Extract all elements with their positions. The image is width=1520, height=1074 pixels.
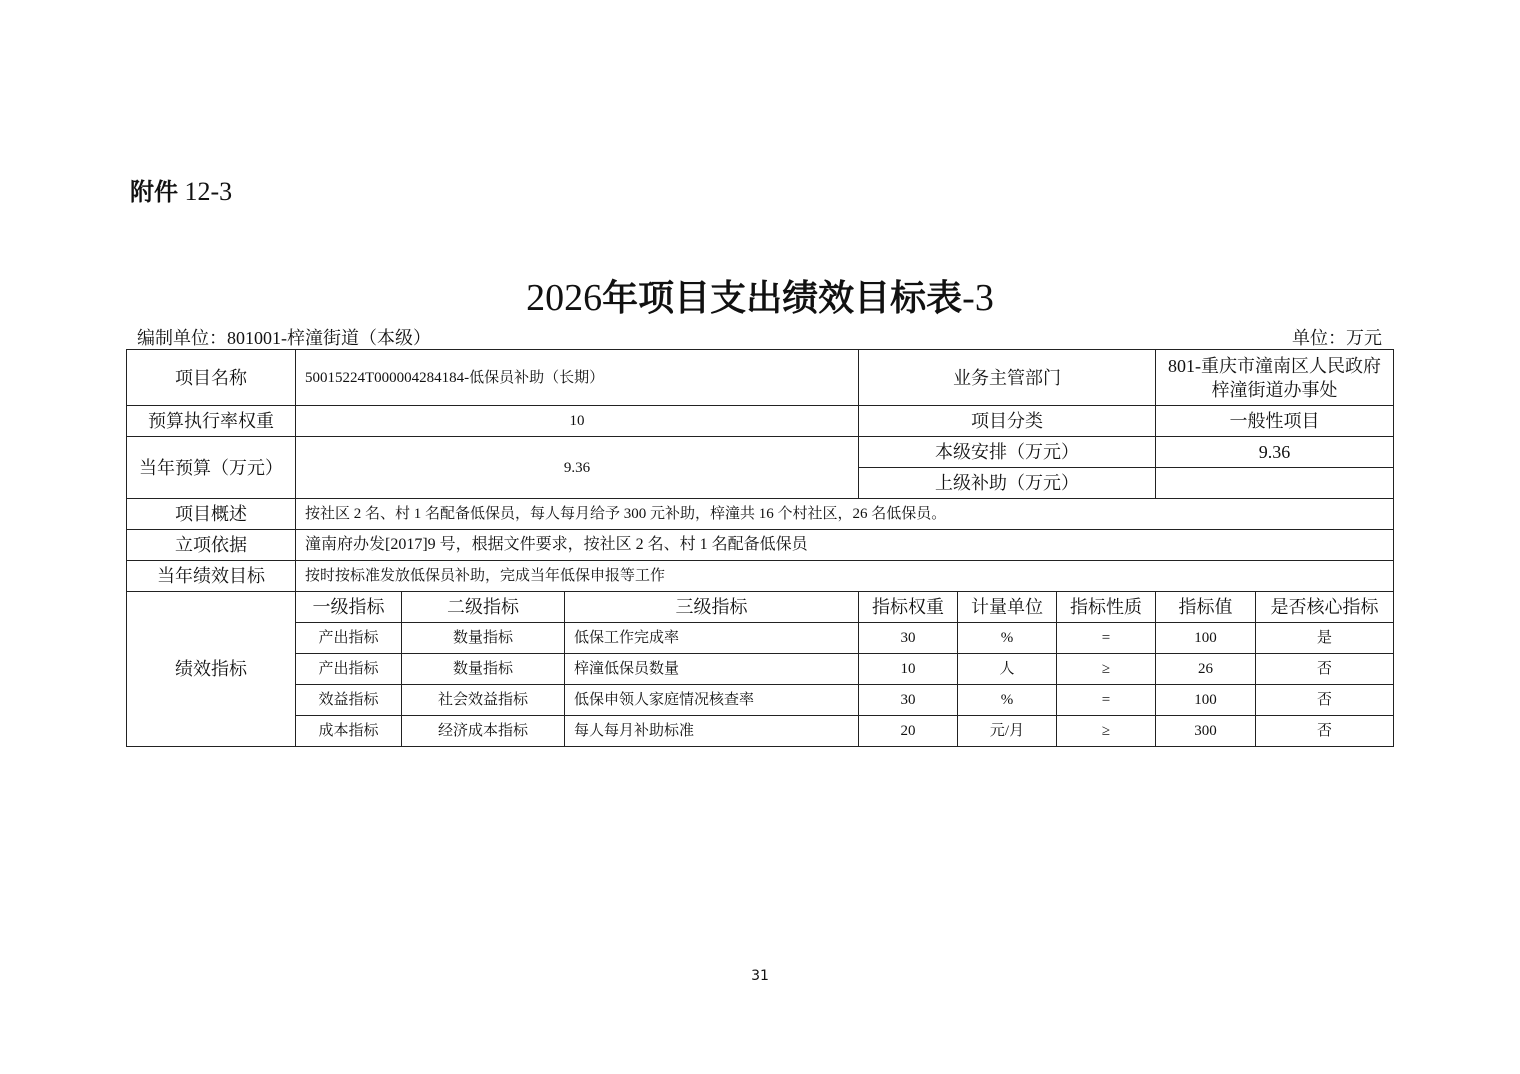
indicator-level3: 低保申领人家庭情况核查率 <box>565 685 859 716</box>
indicator-level2: 社会效益指标 <box>402 685 565 716</box>
dept-label: 业务主管部门 <box>859 350 1156 406</box>
indicator-core: 否 <box>1256 654 1394 685</box>
indicator-unit: 人 <box>958 654 1057 685</box>
page-number: 31 <box>751 968 769 984</box>
dept-value: 801-重庆市潼南区人民政府梓潼街道办事处 <box>1156 350 1394 406</box>
indicator-level3: 低保工作完成率 <box>565 623 859 654</box>
money-unit: 单位：万元 <box>1292 328 1382 348</box>
indicator-unit: 元/月 <box>958 716 1057 747</box>
indicator-value: 100 <box>1156 685 1256 716</box>
indicator-weight: 20 <box>859 716 958 747</box>
goal-label: 当年绩效目标 <box>127 561 296 592</box>
header-level1: 一级指标 <box>296 592 402 623</box>
project-name-value: 50015224T000004284184-低保员补助（长期） <box>296 350 859 406</box>
indicator-core: 否 <box>1256 685 1394 716</box>
budget-label: 当年预算（万元） <box>127 437 296 499</box>
indicator-level1: 产出指标 <box>296 654 402 685</box>
category-label: 项目分类 <box>859 406 1156 437</box>
indicator-unit: % <box>958 623 1057 654</box>
indicator-level3: 每人每月补助标准 <box>565 716 859 747</box>
title-text: 年项目支出绩效目标表 <box>602 278 963 319</box>
page-title <box>0 270 1520 321</box>
budget-value: 9.36 <box>296 437 859 499</box>
basis-value: 潼南府办发[2017]9 号，根据文件要求，按社区 2 名、村 1 名配备低保员 <box>296 530 1394 561</box>
indicator-weight: 10 <box>859 654 958 685</box>
local-funding-value: 9.36 <box>1156 437 1394 468</box>
header-value: 指标值 <box>1156 592 1256 623</box>
header-core: 是否核心指标 <box>1256 592 1394 623</box>
indicator-value: 26 <box>1156 654 1256 685</box>
indicator-value: 300 <box>1156 716 1256 747</box>
header-nature: 指标性质 <box>1057 592 1156 623</box>
indicator-core: 否 <box>1256 716 1394 747</box>
indicator-core: 是 <box>1256 623 1394 654</box>
table-row <box>127 716 1394 747</box>
header-level2: 二级指标 <box>402 592 565 623</box>
indicator-level1: 效益指标 <box>296 685 402 716</box>
header-unit: 计量单位 <box>958 592 1057 623</box>
attachment-label <box>130 172 232 207</box>
indicator-level2: 数量指标 <box>402 623 565 654</box>
overview-label: 项目概述 <box>127 499 296 530</box>
performance-target-table <box>126 349 1394 747</box>
indicator-level3: 梓潼低保员数量 <box>565 654 859 685</box>
attachment-prefix: 附件 <box>130 178 178 206</box>
local-funding-label: 本级安排（万元） <box>859 437 1156 468</box>
overview-value: 按社区 2 名、村 1 名配备低保员，每人每月给予 300 元补助，梓潼共 16 个村社区，26 名低保员。 <box>296 499 1394 530</box>
compiling-unit: 编制单位：801001-梓潼街道（本级） <box>137 328 431 348</box>
rate-weight-label: 预算执行率权重 <box>127 406 296 437</box>
indicator-nature: ≥ <box>1057 716 1156 747</box>
indicator-value: 100 <box>1156 623 1256 654</box>
table-row <box>127 623 1394 654</box>
indicator-level1: 成本指标 <box>296 716 402 747</box>
indicator-nature: = <box>1057 685 1156 716</box>
table-row <box>127 654 1394 685</box>
indicator-level1: 产出指标 <box>296 623 402 654</box>
indicator-weight: 30 <box>859 623 958 654</box>
header-level3: 三级指标 <box>565 592 859 623</box>
project-name-label: 项目名称 <box>127 350 296 406</box>
rate-weight-value: 10 <box>296 406 859 437</box>
attachment-number: 12-3 <box>184 177 233 206</box>
indicators-label: 绩效指标 <box>127 592 296 747</box>
goal-value: 按时按标准发放低保员补助，完成当年低保申报等工作 <box>296 561 1394 592</box>
upper-funding-value <box>1156 468 1394 499</box>
header-weight: 指标权重 <box>859 592 958 623</box>
upper-funding-label: 上级补助（万元） <box>859 468 1156 499</box>
indicator-level2: 经济成本指标 <box>402 716 565 747</box>
category-value: 一般性项目 <box>1156 406 1394 437</box>
table-row <box>127 685 1394 716</box>
indicator-weight: 30 <box>859 685 958 716</box>
indicator-nature: = <box>1057 623 1156 654</box>
basis-label: 立项依据 <box>127 530 296 561</box>
title-year: 2026 <box>526 277 603 319</box>
indicator-unit: % <box>958 685 1057 716</box>
title-suffix: -3 <box>962 277 994 319</box>
indicator-nature: ≥ <box>1057 654 1156 685</box>
indicator-level2: 数量指标 <box>402 654 565 685</box>
